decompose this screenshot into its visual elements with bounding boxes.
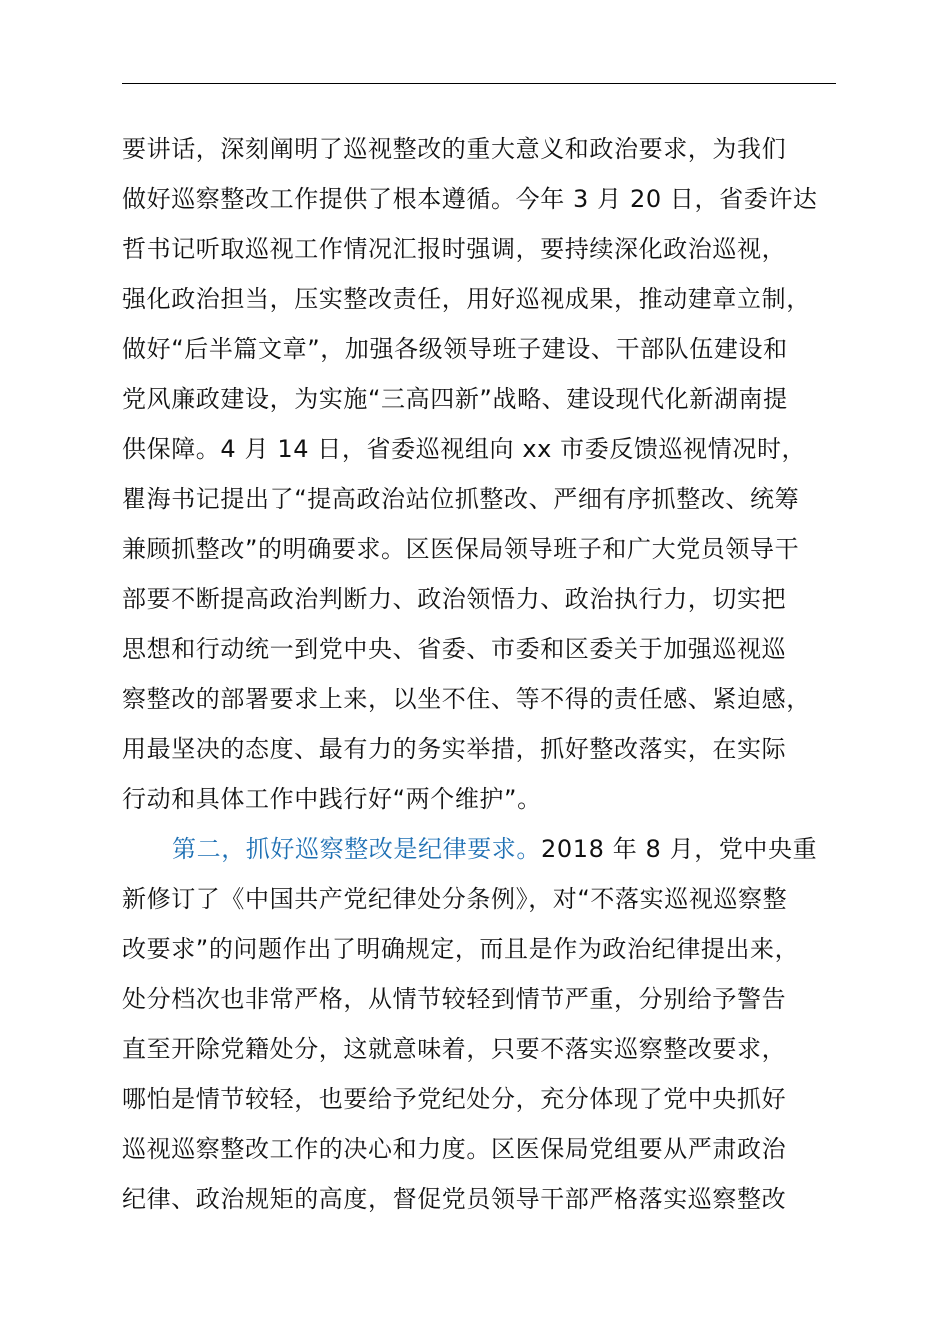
text-line: 哲书记听取巡视工作情况汇报时强调，要持续深化政治巡视，: [122, 235, 787, 263]
text-line: 处分档次也非常严格，从情节较轻到情节严重，分别给予警告: [122, 985, 787, 1013]
header-rule: [122, 83, 836, 84]
text-line: 要讲话，深刻阐明了巡视整改的重大意义和政治要求，为我们: [122, 135, 787, 163]
text-line: 强化政治担当，压实整改责任，用好巡视成果，推动建章立制，: [122, 285, 811, 313]
section-heading: 第二，抓好巡察整改是纪律要求。: [172, 835, 541, 863]
text-line: 直至开除党籍处分，这就意味着，只要不落实巡察整改要求，: [122, 1035, 787, 1063]
text-line: 思想和行动统一到党中央、省委、市委和区委关于加强巡视巡: [122, 635, 787, 663]
text-line: 改要求”的问题作出了明确规定，而且是作为政治纪律提出来，: [122, 935, 800, 963]
text-line: 察整改的部署要求上来，以坐不住、等不得的责任感、紧迫感，: [122, 685, 811, 713]
text-line: 兼顾抓整改”的明确要求。区医保局领导班子和广大党员领导干: [122, 535, 800, 563]
text-line: 行动和具体工作中践行好“两个维护”。: [122, 785, 542, 813]
text-line: 用最坚决的态度、最有力的务实举措，抓好整改落实，在实际: [122, 735, 787, 763]
text-line: 部要不断提高政治判断力、政治领悟力、政治执行力，切实把: [122, 585, 787, 613]
text-line: 哪怕是情节较轻，也要给予党纪处分，充分体现了党中央抓好: [122, 1085, 787, 1113]
paragraph-2-first-line: [122, 824, 862, 874]
text-line: 党风廉政建设，为实施“三高四新”战略、建设现代化新湖南提: [122, 385, 788, 413]
text-line: 新修订了《中国共产党纪律处分条例》，对“不落实巡视巡察整: [122, 885, 788, 913]
text-line: 纪律、政治规矩的高度，督促党员领导干部严格落实巡察整改: [122, 1185, 787, 1213]
text-line: 瞿海书记提出了“提高政治站位抓整改、严细有序抓整改、统筹: [122, 485, 800, 513]
text-line: 供保障。4 月 14 日，省委巡视组向 xx 市委反馈巡视情况时，: [122, 435, 807, 463]
body-text: [122, 124, 862, 1224]
text-run: 2018 年 8 月，党中央重: [541, 835, 818, 863]
text-line: 做好“后半篇文章”，加强各级领导班子建设、干部队伍建设和: [122, 335, 788, 363]
text-line: 巡视巡察整改工作的决心和力度。区医保局党组要从严肃政治: [122, 1135, 787, 1163]
text-line: 做好巡察整改工作提供了根本遵循。今年 3 月 20 日，省委许达: [122, 185, 818, 213]
